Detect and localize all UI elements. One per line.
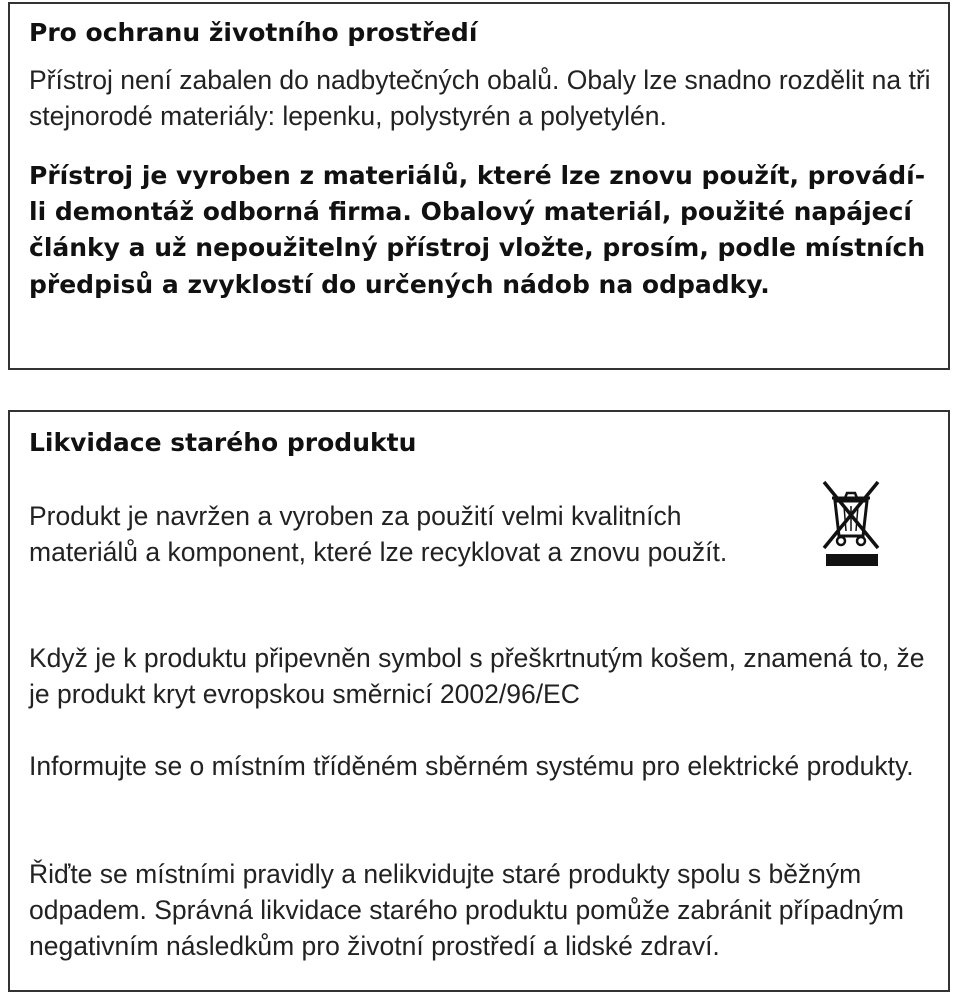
recycling-paragraph: Přístroj je vyroben z materiálů, které lze znovu použít, provádí-li demontáž odborná firma. Obalový materiál, použité napájecí články a už nepoužitelný přístroj vložte, prosím, podle místních předpisů a zvyklostí do určených nádob na odpadky. [29, 161, 926, 299]
environment-section [8, 2, 950, 370]
disposal-section [8, 410, 950, 992]
disposal-heading: Likvidace starého produktu [29, 428, 417, 457]
directive-paragraph: Když je k produktu připevněn symbol s přeškrtnutým košem, znamená to, že je produkt kryt evropskou směrnicí 2002/96/EC [29, 643, 925, 709]
environment-heading: Pro ochranu životního prostředí [29, 18, 478, 47]
crossed-out-wheelie-bin-icon [818, 476, 884, 568]
materials-paragraph: Produkt je navržen a vyroben za použití velmi kvalitních materiálů a komponent, které lze recyklovat a znovu použít. [29, 501, 728, 567]
packaging-paragraph: Přístroj není zabalen do nadbytečných obalů. Obaly lze snadno rozdělit na tři stejnorodé materiály: lepenku, polystyrén a polyetylén. [29, 65, 931, 131]
collection-paragraph: Informujte se o místním tříděném sběrném systému pro elektrické produkty. [29, 751, 914, 781]
local-rules-paragraph: Řiďte se místními pravidly a nelikvidujte staré produkty spolu s běžným odpadem. Správná likvidace starého produktu pomůže zabránit případným negativním následkům pro životní prostředí a lidské zdraví. [29, 859, 905, 961]
